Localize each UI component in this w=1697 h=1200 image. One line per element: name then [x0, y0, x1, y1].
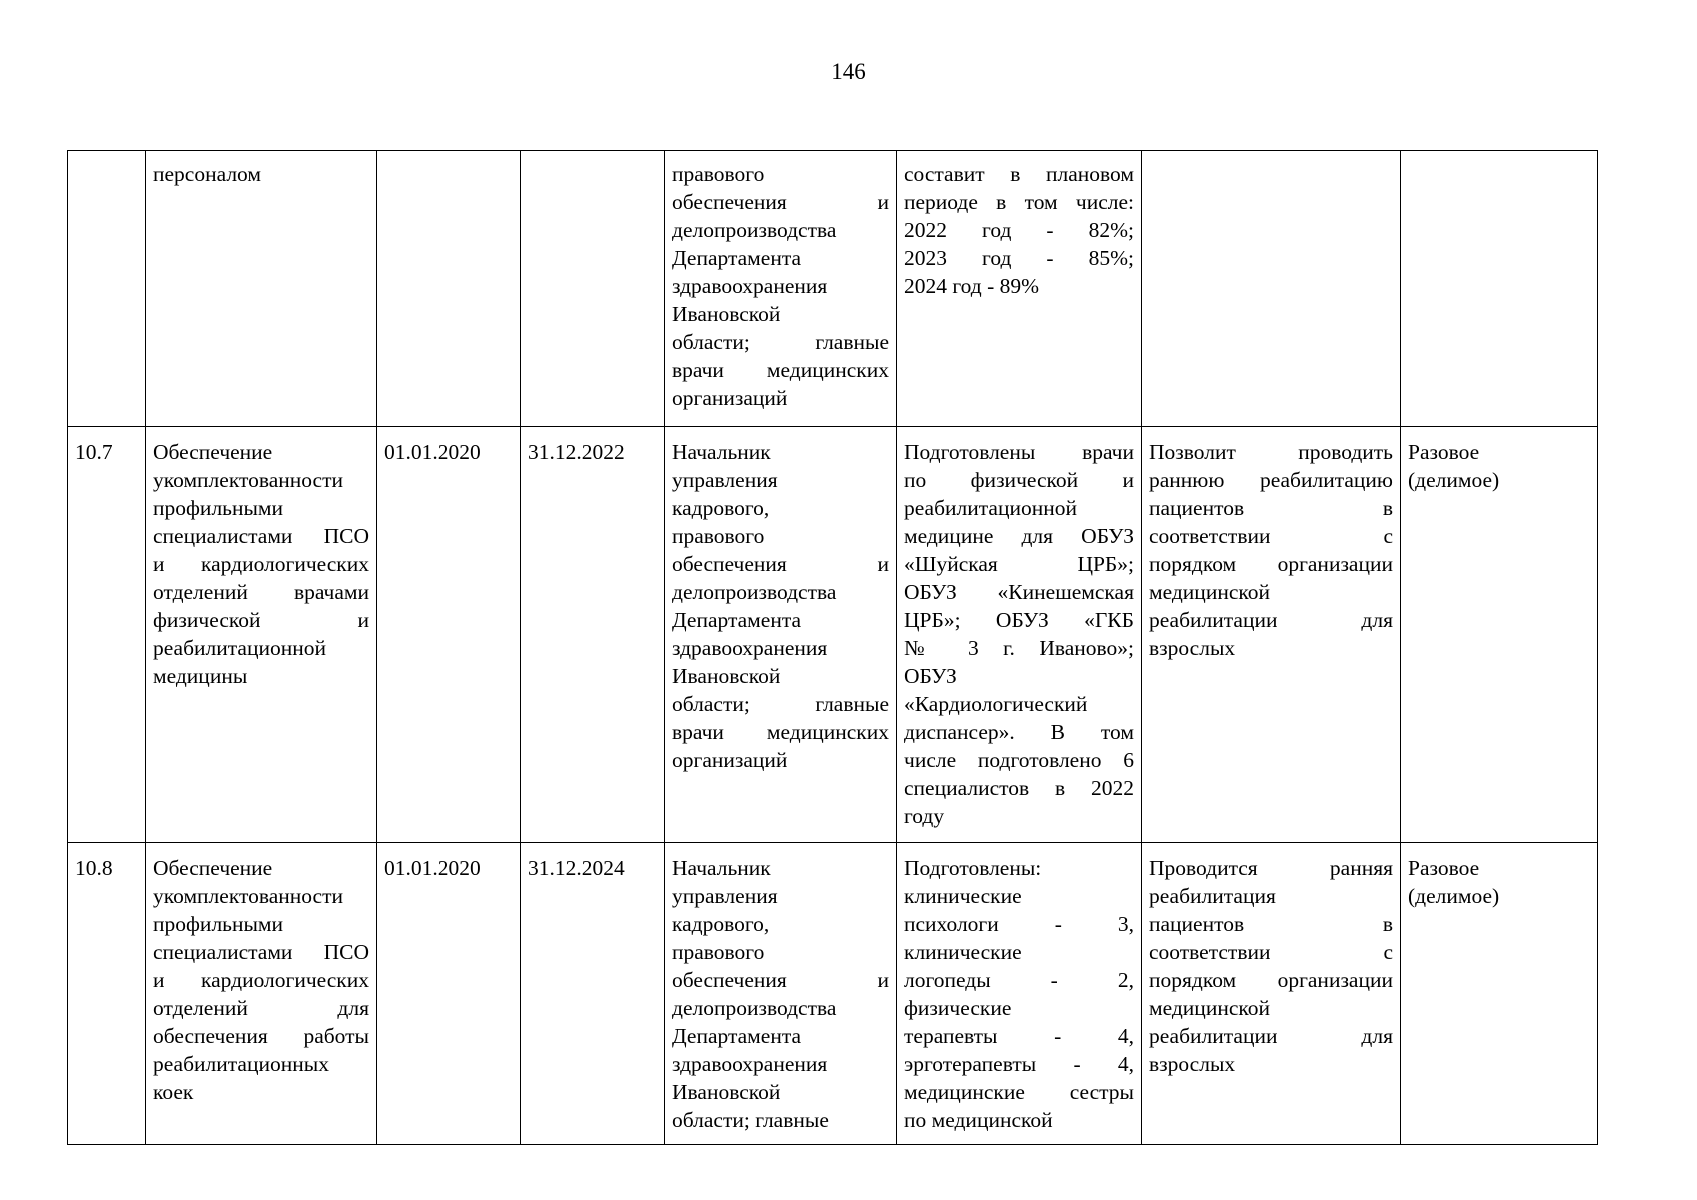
cell-text-line: «Шуйская ЦРБ»;	[904, 552, 1134, 576]
cell-text-line: делопроизводства	[672, 218, 837, 242]
cell-number: 10.7	[68, 427, 146, 843]
cell-text-line: профильными	[153, 912, 284, 936]
cell-text-line: эрготерапевты - 4,	[904, 1052, 1134, 1076]
cell-text-line: по медицинской	[904, 1108, 1053, 1132]
cell-text-line: укомплектованности	[153, 468, 344, 492]
cell-text-line: Департамента	[672, 1024, 802, 1048]
cell-text-line: специалистами ПСО	[153, 940, 369, 964]
cell-text-line: Начальник	[672, 440, 771, 464]
cell-text-line: Позволит проводить	[1149, 440, 1393, 464]
cell-text-line: Проводится ранняя	[1149, 856, 1393, 880]
cell-measure-type	[1401, 843, 1598, 1145]
cell-text-line: персоналом	[153, 162, 262, 186]
cell-text-line: обеспечения и	[672, 968, 889, 992]
cell-start-date: 01.01.2020	[377, 843, 521, 1145]
table-row	[68, 427, 1598, 843]
cell-result	[897, 843, 1142, 1145]
cell-text-line: отделений врачами	[153, 580, 369, 604]
cell-text-line: психологи - 3,	[904, 912, 1134, 936]
cell-effect	[1142, 151, 1401, 427]
cell-text-line: врачи медицинских	[672, 720, 889, 744]
cell-text-line: Обеспечение	[153, 856, 273, 880]
cell-text-line: 2024 год - 89%	[904, 274, 1040, 298]
cell-measure-type	[1401, 427, 1598, 843]
cell-text-line: правового	[672, 524, 765, 548]
cell-text-line: делопроизводства	[672, 580, 837, 604]
cell-text-line: раннюю реабилитацию	[1149, 468, 1393, 492]
cell-text-line: 2022 год - 82%;	[904, 218, 1134, 242]
cell-text-line: физические	[904, 996, 1012, 1020]
cell-text-line: Подготовлены:	[904, 856, 1042, 880]
cell-number	[68, 151, 146, 427]
cell-text-line: отделений для	[153, 996, 369, 1020]
cell-text-line: Подготовлены врачи	[904, 440, 1134, 464]
cell-text-line: (делимое)	[1408, 884, 1500, 908]
cell-text-line: здравоохранения	[672, 636, 828, 660]
cell-measure-type	[1401, 151, 1598, 427]
cell-text-line: по физической и	[904, 468, 1134, 492]
cell-text-line: «Кардиологический	[904, 692, 1088, 716]
cell-text-line: Начальник	[672, 856, 771, 880]
cell-text-line: специалистов в 2022	[904, 776, 1134, 800]
cell-end-date: 31.12.2024	[521, 843, 665, 1145]
table-body	[68, 151, 1598, 1145]
cell-result	[897, 151, 1142, 427]
cell-end-date: 31.12.2022	[521, 427, 665, 843]
cell-text-line: 2023 год - 85%;	[904, 246, 1134, 270]
cell-text-line: Разовое	[1408, 856, 1480, 880]
cell-measure-name	[146, 151, 377, 427]
cell-text-line: порядком организации	[1149, 968, 1393, 992]
cell-text-line: реабилитационных	[153, 1052, 329, 1076]
cell-text-line: врачи медицинских	[672, 358, 889, 382]
cell-text-line: здравоохранения	[672, 274, 828, 298]
cell-text-line: Разовое	[1408, 440, 1480, 464]
cell-text-line: диспансер». В том	[904, 720, 1134, 744]
cell-text-line: реабилитация	[1149, 884, 1276, 908]
cell-text-line: медицинской	[1149, 580, 1270, 604]
cell-result	[897, 427, 1142, 843]
cell-text-line: области; главные	[672, 692, 889, 716]
cell-text-line: терапевты - 4,	[904, 1024, 1134, 1048]
cell-text-line: медицинские сестры	[904, 1080, 1134, 1104]
table-row	[68, 843, 1598, 1145]
cell-text-line: профильными	[153, 496, 284, 520]
cell-number: 10.8	[68, 843, 146, 1145]
cell-text-line: физической и	[153, 608, 369, 632]
cell-effect	[1142, 427, 1401, 843]
cell-text-line: Обеспечение	[153, 440, 273, 464]
cell-text-line: реабилитационной	[904, 496, 1078, 520]
cell-measure-name	[146, 427, 377, 843]
cell-text-line: медицинской	[1149, 996, 1270, 1020]
cell-text-line: реабилитационной	[153, 636, 327, 660]
cell-measure-name	[146, 843, 377, 1145]
cell-text-line: пациентов в	[1149, 912, 1393, 936]
cell-responsible	[665, 151, 897, 427]
cell-text-line: области; главные	[672, 330, 889, 354]
cell-text-line: Департамента	[672, 246, 802, 270]
cell-text-line: медицине для ОБУЗ	[904, 524, 1134, 548]
cell-text-line: числе подготовлено 6	[904, 748, 1134, 772]
cell-responsible	[665, 427, 897, 843]
cell-text-line: году	[904, 804, 945, 828]
cell-text-line: клинические	[904, 940, 1022, 964]
cell-text-line: управления	[672, 468, 778, 492]
cell-text-line: обеспечения и	[672, 552, 889, 576]
cell-end-date	[521, 151, 665, 427]
cell-text-line: периоде в том числе:	[904, 190, 1134, 214]
cell-text-line: обеспечения и	[672, 190, 889, 214]
cell-text-line: Департамента	[672, 608, 802, 632]
cell-text-line: пациентов в	[1149, 496, 1393, 520]
cell-text-line: Ивановской	[672, 1080, 781, 1104]
cell-text-line: обеспечения работы	[153, 1024, 369, 1048]
cell-text-line: реабилитации для	[1149, 1024, 1393, 1048]
cell-text-line: ОБУЗ «Кинешемская	[904, 580, 1134, 604]
table-row	[68, 151, 1598, 427]
cell-text-line: взрослых	[1149, 636, 1236, 660]
cell-text-line: медицины	[153, 664, 248, 688]
cell-text-line: специалистами ПСО	[153, 524, 369, 548]
cell-text-line: и кардиологических	[153, 968, 369, 992]
cell-text-line: взрослых	[1149, 1052, 1236, 1076]
cell-text-line: ЦРБ»; ОБУЗ «ГКБ	[904, 608, 1134, 632]
cell-effect	[1142, 843, 1401, 1145]
cell-text-line: ОБУЗ	[904, 664, 957, 688]
cell-text-line: клинические	[904, 884, 1022, 908]
cell-text-line: реабилитации для	[1149, 608, 1393, 632]
cell-text-line: коек	[153, 1080, 194, 1104]
cell-text-line: здравоохранения	[672, 1052, 828, 1076]
cell-text-line: порядком организации	[1149, 552, 1393, 576]
cell-text-line: укомплектованности	[153, 884, 344, 908]
cell-text-line: Ивановской	[672, 302, 781, 326]
cell-responsible	[665, 843, 897, 1145]
cell-text-line: Ивановской	[672, 664, 781, 688]
cell-text-line: управления	[672, 884, 778, 908]
page-number: 146	[831, 59, 866, 84]
cell-text-line: организаций	[672, 386, 788, 410]
cell-text-line: и кардиологических	[153, 552, 369, 576]
cell-text-line: логопеды - 2,	[904, 968, 1134, 992]
cell-start-date: 01.01.2020	[377, 427, 521, 843]
cell-text-line: делопроизводства	[672, 996, 837, 1020]
cell-text-line: кадрового,	[672, 912, 770, 936]
cell-text-line: № 3 г. Иваново»;	[904, 636, 1134, 660]
cell-start-date	[377, 151, 521, 427]
cell-text-line: кадрового,	[672, 496, 770, 520]
cell-text-line: соответствии с	[1149, 524, 1393, 548]
cell-text-line: организаций	[672, 748, 788, 772]
cell-text-line: составит в плановом	[904, 162, 1134, 186]
cell-text-line: области; главные	[672, 1108, 829, 1132]
cell-text-line: правового	[672, 162, 765, 186]
measures-table	[67, 150, 1598, 1145]
cell-text-line: правового	[672, 940, 765, 964]
cell-text-line: (делимое)	[1408, 468, 1500, 492]
cell-text-line: соответствии с	[1149, 940, 1393, 964]
